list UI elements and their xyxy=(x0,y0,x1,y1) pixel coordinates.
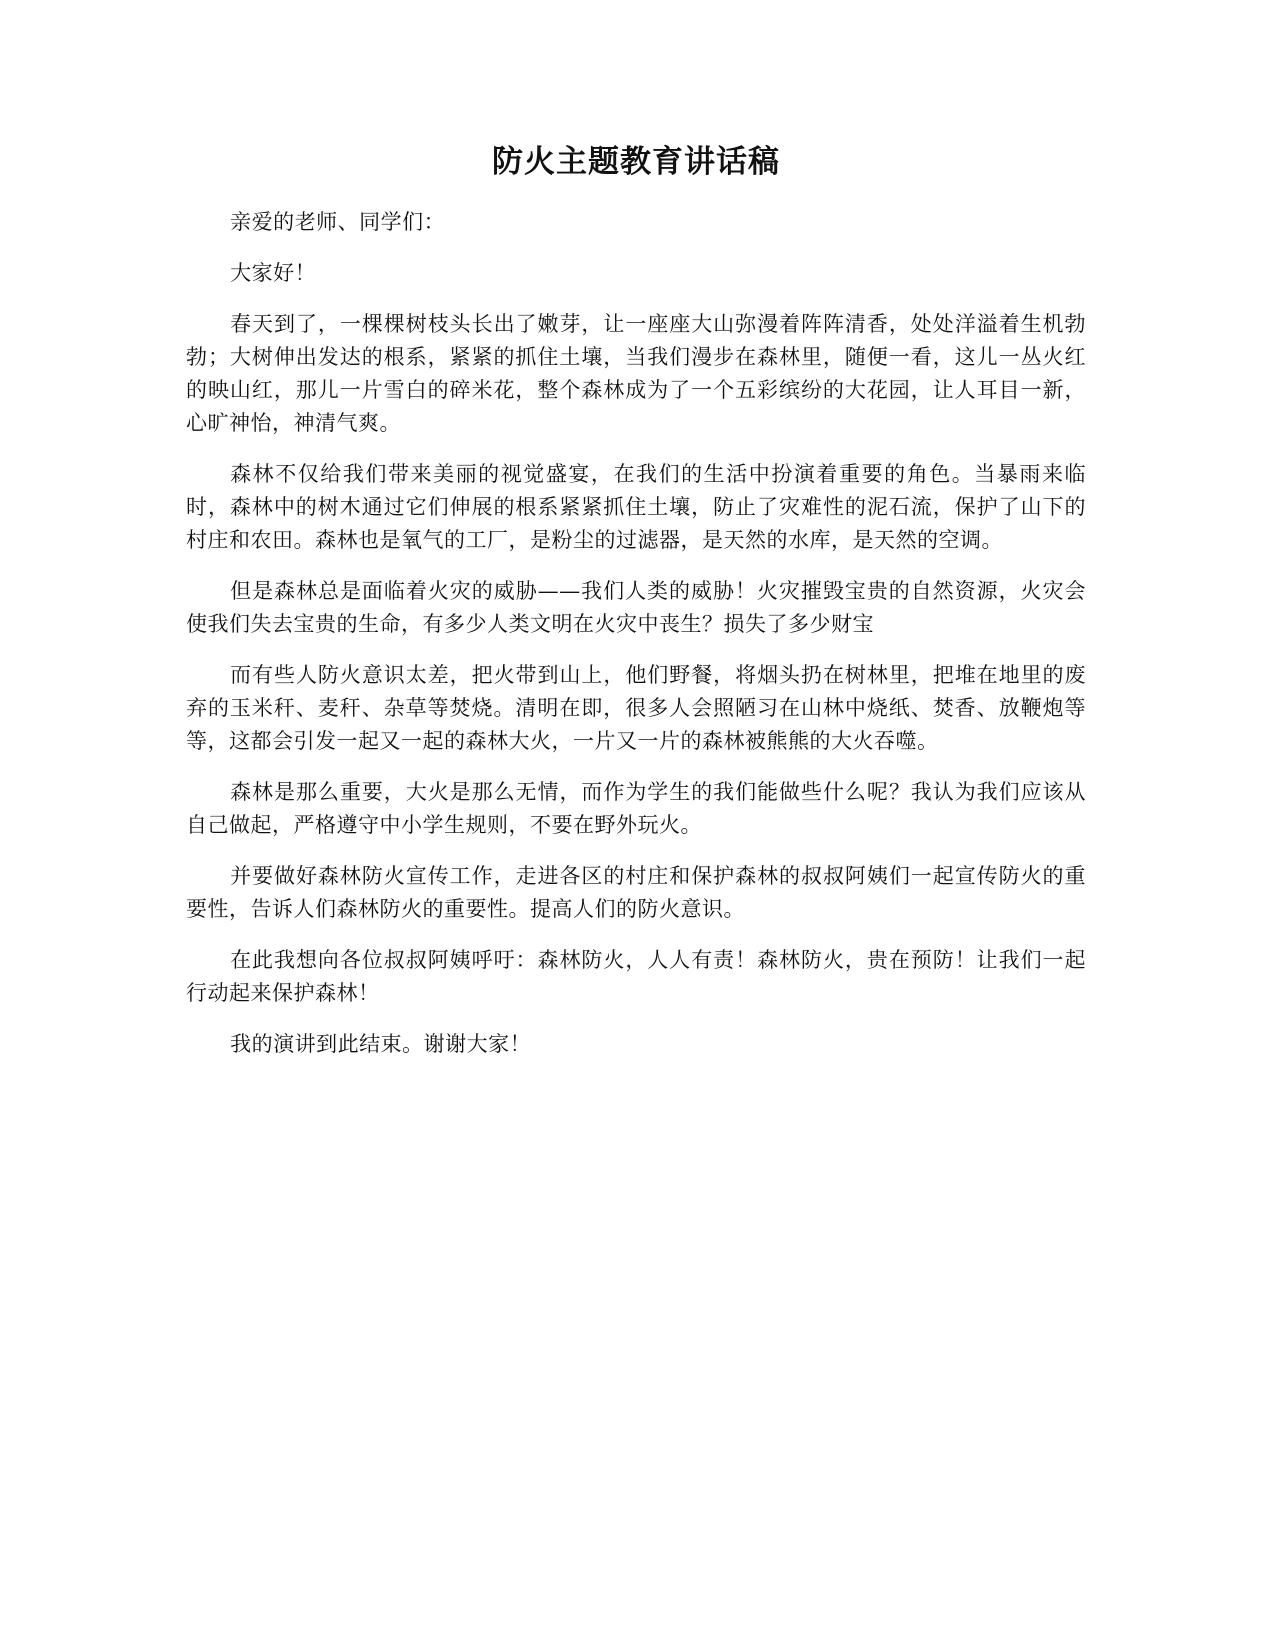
paragraph-spring-forest: 春天到了，一棵棵树枝头长出了嫩芽，让一座座大山弥漫着阵阵清香，处处洋溢着生机勃勃；大树伸出发达的根系，紧紧的抓住土壤，当我们漫步在森林里，随便一看，这儿一丛火红的映山红，那儿一片雪白的碎米花，整个森林成为了一个五彩缤纷的大花园，让人耳目一新，心旷神怡，神清气爽。 xyxy=(186,312,1086,435)
document-title: 防火主题教育讲话稿 xyxy=(492,144,780,180)
paragraph-appeal: 在此我想向各位叔叔阿姨呼吁：森林防火，人人有责！森林防火，贵在预防！让我们一起行动起来保护森林！ xyxy=(186,948,1086,1005)
closing-remark: 我的演讲到此结束。谢谢大家！ xyxy=(230,1032,532,1056)
salutation: 亲爱的老师、同学们： xyxy=(230,210,446,234)
paragraph-forest-role: 森林不仅给我们带来美丽的视觉盛宴，在我们的生活中扮演着重要的角色。当暴雨来临时，森林中的树木通过它们伸展的根系紧紧抓住土壤，防止了灾难性的泥石流，保护了山下的村庄和农田。森林也是氧气的工厂，是粉尘的过滤器，是天然的水库，是天然的空调。 xyxy=(186,462,1086,552)
paragraph-promotion: 并要做好森林防火宣传工作，走进各区的村庄和保护森林的叔叔阿姨们一起宣传防火的重要性，告诉人们森林防火的重要性。提高人们的防火意识。 xyxy=(186,864,1086,921)
paragraph-fire-threat: 但是森林总是面临着火灾的威胁——我们人类的威胁！火灾摧毁宝贵的自然资源，火灾会使我们失去宝贵的生命，有多少人类文明在火灾中丧生？损失了多少财宝 xyxy=(186,579,1086,636)
paragraph-careless-people: 而有些人防火意识太差，把火带到山上，他们野餐，将烟头扔在树林里，把堆在地里的废弃的玉米秆、麦秆、杂草等焚烧。清明在即，很多人会照陋习在山林中烧纸、焚香、放鞭炮等等，这都会引发一起又一起的森林大火，一片又一片的森林被熊熊的大火吞噬。 xyxy=(186,663,1086,753)
greeting: 大家好！ xyxy=(230,261,317,285)
paragraph-student-actions: 森林是那么重要，大火是那么无情，而作为学生的我们能做些什么呢？我认为我们应该从自己做起，严格遵守中小学生规则，不要在野外玩火。 xyxy=(186,780,1086,837)
document-body xyxy=(186,140,1086,1079)
